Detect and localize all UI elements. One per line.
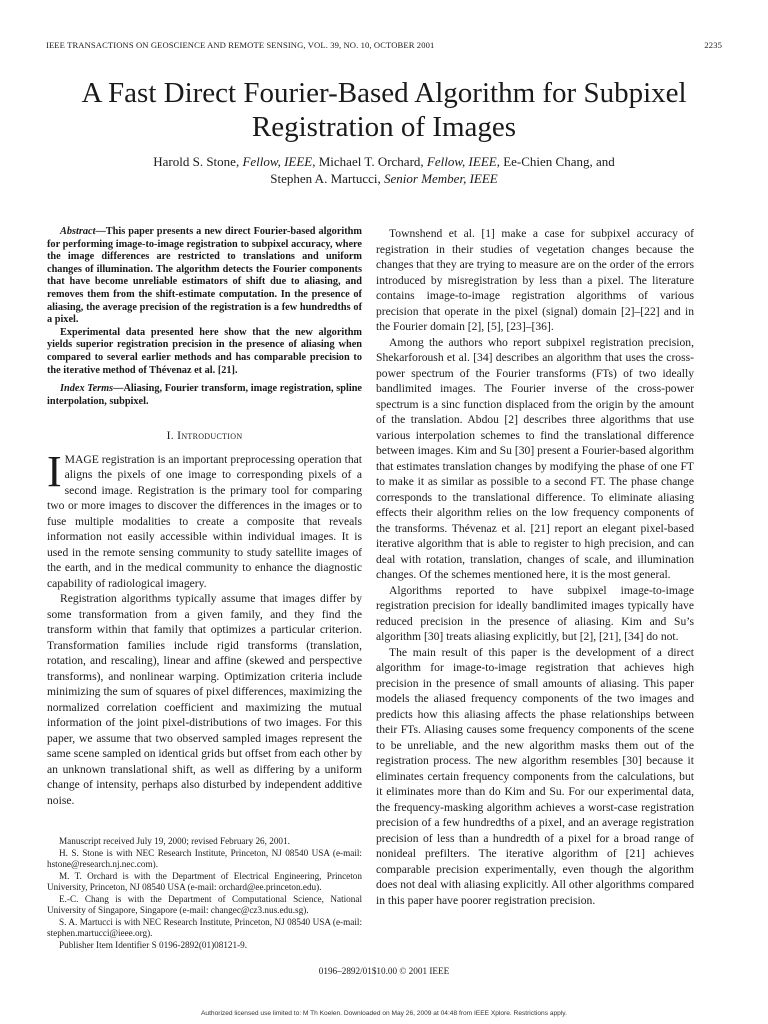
abstract-text: This paper presents a new direct Fourier-based algorithm for performing image-to-image registration to subpixel accuracy, where the image differences are restricted to translations and uniform changes of illumination. The algorithm detects the Fourier components that have become unreliable estimators of shift due to aliasing, and removes them from the shift-estimate computation. In the presence of aliasing, the average precision of the registration is a few hundredths of a pixel.: [47, 226, 362, 326]
index-terms: Aliasing, Fourier transform, image registration, spline interpolation, subpixel.: [47, 383, 362, 407]
title-line-1: A Fast Direct Fourier-Based Algorithm for Subpixel: [81, 77, 687, 109]
abstract: Abstract—This paper presents a new direct Fourier-based algorithm for performing image-to-image registration to subpixel accuracy, where the image differences are restricted to translations and uniform changes of illumination. The algorithm detects the Fourier components that have become unreliable estimators of shift due to aliasing, and removes them from the shift-estimate computation. In the presence of aliasing, the average precision of the registration is a few hundredths of a pixel. Experimental data presented here show that the new algorithm yields superior registration precision in the presence of aliasing when compared to several earlier methods and has comparable precision to the iterative method of Thévenaz et al. [21]. Index Terms—Aliasing, Fourier transform, image registration, spline interpolation, subpixel.: [47, 226, 362, 407]
author-4: Stephen A. Martucci: [270, 171, 378, 186]
title-line-2: Registration of Images: [251, 111, 517, 143]
author-1: Harold S. Stone: [153, 154, 236, 169]
author-4-role: Senior Member, IEEE: [384, 171, 498, 186]
index-terms-label: Index Terms: [60, 383, 114, 395]
intro-paragraph-1: [47, 446, 362, 592]
author-list: Harold S. Stone, Fellow, IEEE, Michael T. Orchard, Fellow, IEEE, Ee-Chien Chang, and Stephen A. Martucci, Senior Member, IEEE: [153, 154, 615, 186]
paper-title: [30, 76, 738, 144]
abstract-text-2: Experimental data presented here show that the new algorithm yields superior registration precision in the presence of aliasing when compared to several earlier methods and has comparable precision to the iterative method of Thévenaz et al. [21].: [47, 326, 362, 376]
footnote-chang: E.-C. Chang is with the Department of Computational Science, National University of Singapore, Singapore (e-mail: changec@cz3.nus.edu.sg).: [47, 893, 362, 915]
license-notice: Authorized licensed use limited to: M Th Koelen. Downloaded on May 26, 2009 at 04:48 from IEEE Xplore. Restrictions apply.: [201, 1010, 567, 1017]
author-2-role: Fellow, IEEE: [426, 154, 497, 169]
author-2: Michael T. Orchard: [318, 154, 421, 169]
right-paragraph-4: The main result of this paper is the development of a direct algorithm for image-to-image registration that achieves high precision in the presence of small amounts of aliasing. This paper models the aliased frequency components of the two images and predicts how this aliasing affects the phase relationships between their FTs. Aliasing causes some frequency components of the scene to be unreliable, and the new algorithm masks them out of the registration process. The new algorithm resembles [30] because it eliminates certain frequency components from the calculations, but it eliminates more than do Kim and Su. For our experimental data, the frequency-masking algorithm achieves a worst-case registration precision of a few hundredths of a pixel, and an average registration precision of less than a hundredth of a pixel for a broad range of nonideal prefilters. The iterative algorithm of [21] achieves comparable precision experimentally, even though the algorithm does not deal with aliasing explicitly. All other algorithms compared in this paper have poorer registration precision.: [376, 645, 694, 907]
footnote-martucci: S. A. Martucci is with NEC Research Institute, Princeton, NJ 08540 USA (e-mail: stephen.martucci@ieee.org).: [47, 916, 362, 938]
section-title: Introduction: [177, 429, 243, 443]
drop-cap: I: [47, 446, 62, 496]
footnote-orchard: M. T. Orchard is with the Department of Electrical Engineering, Princeton University, Princeton, NJ 08540 USA (e-mail: orchard@ee.princeton.edu).: [47, 870, 362, 892]
page-number: 2235: [704, 40, 722, 50]
intro-p1-text: MAGE registration is an important preprocessing operation that aligns the pixels of one image to corresponding pixels of a second image. Registration is the primary tool for comparing two or more images to discover the differences in the images or to fuse multiple modalities to create a composite that reveals information not easily accessible within individual images. It is used in the remote sensing community to study satellite images of the earth, and in the medical community to enhance the diagnostic capability of radiological imagery.: [47, 452, 362, 590]
section-number: I.: [166, 429, 174, 443]
left-column: [47, 226, 362, 808]
footnote-stone: H. S. Stone is with NEC Research Institute, Princeton, NJ 08540 USA (e-mail: hstone@research.nj.nec.com).: [47, 847, 362, 869]
footnote-received: Manuscript received July 19, 2000; revised February 26, 2001.: [59, 836, 290, 846]
footnotes: [47, 836, 362, 951]
copyright-line: 0196–2892/01$10.00 © 2001 IEEE: [318, 966, 450, 976]
author-3: Ee-Chien Chang, and: [503, 154, 615, 169]
abstract-label: Abstract: [60, 226, 96, 237]
right-column: [376, 226, 694, 908]
intro-paragraph-2: Registration algorithms typically assume that images differ by some transformation from a given family, and they find the transform within that family that optimizes a particular criterion. Transformation families include rigid transforms (translation, rotation, and rescaling), linear and affine (skewed and perspective transforms), and nonlinear warping. Optimization criteria include minimizing the sum of squares of pixel differences, maximizing the normalized correlation coefficient and maximizing the mutual information of the joint pixel-distributions of two images. For this paper, we assume that two observed sampled images represent the same scene sampled on identical grids but offset from each other by an unknown translational shift, as well as differing by a uniform change of intensity, perhaps also disturbed by independent additive noise.: [47, 592, 362, 807]
right-paragraph-3: Algorithms reported to have subpixel image-to-image registration precision for ideally bandlimited images typically have reduced precision in the presence of aliasing. Kim and Su’s algorithm [30] treats aliasing explicitly, but [2], [21], [34] do not.: [376, 583, 694, 643]
right-paragraph-2: Among the authors who report subpixel registration precision, Shekarforoush et al. [34] describes an algorithm that uses the cross-power spectrum of the Fourier transforms (FTs) of two ideally bandlimited images. The Fourier inverse of the cross-power spectrum is a sinc function displaced from the origin by the amount of the translation. Abdou [2] describes three algorithms that use various interpolation schemes to find the translational difference between images. Kim and Su [30] present a Fourier-based algorithm that estimates translation changes by modifying the phase of one FT to make it as similar as possible to a second FT. The phase change corresponds to the translational difference. To eliminate aliasing effects their algorithm relies on the low frequency components of the transforms. Thévenaz et al. [21] report an elegant pixel-based iterative algorithm that is able to register to high precision, and can deal with rotation, translation, changes of scale, and illumination changes. Of the schemes mentioned here, it is the most general.: [376, 335, 694, 581]
footnote-identifier: Publisher Item Identifier S 0196-2892(01)08121-9.: [59, 939, 248, 950]
running-header: [46, 40, 722, 54]
section-heading: [47, 428, 362, 444]
journal-name: IEEE TRANSACTIONS ON GEOSCIENCE AND REMOTE SENSING, VOL. 39, NO. 10, OCTOBER 2001: [46, 40, 435, 50]
author-1-role: Fellow, IEEE: [242, 154, 313, 169]
right-paragraph-1: Townshend et al. [1] make a case for subpixel accuracy of registration in their studies of vegetation changes because the changes that they are trying to measure are on the order of the errors introduced by misregistration by less than a pixel. The literature contains image-to-image registration algorithms of various precision that operate in the pixel (signal) domain [2]–[22] and in the Fourier domain [2], [5], [23]–[36].: [376, 227, 694, 333]
